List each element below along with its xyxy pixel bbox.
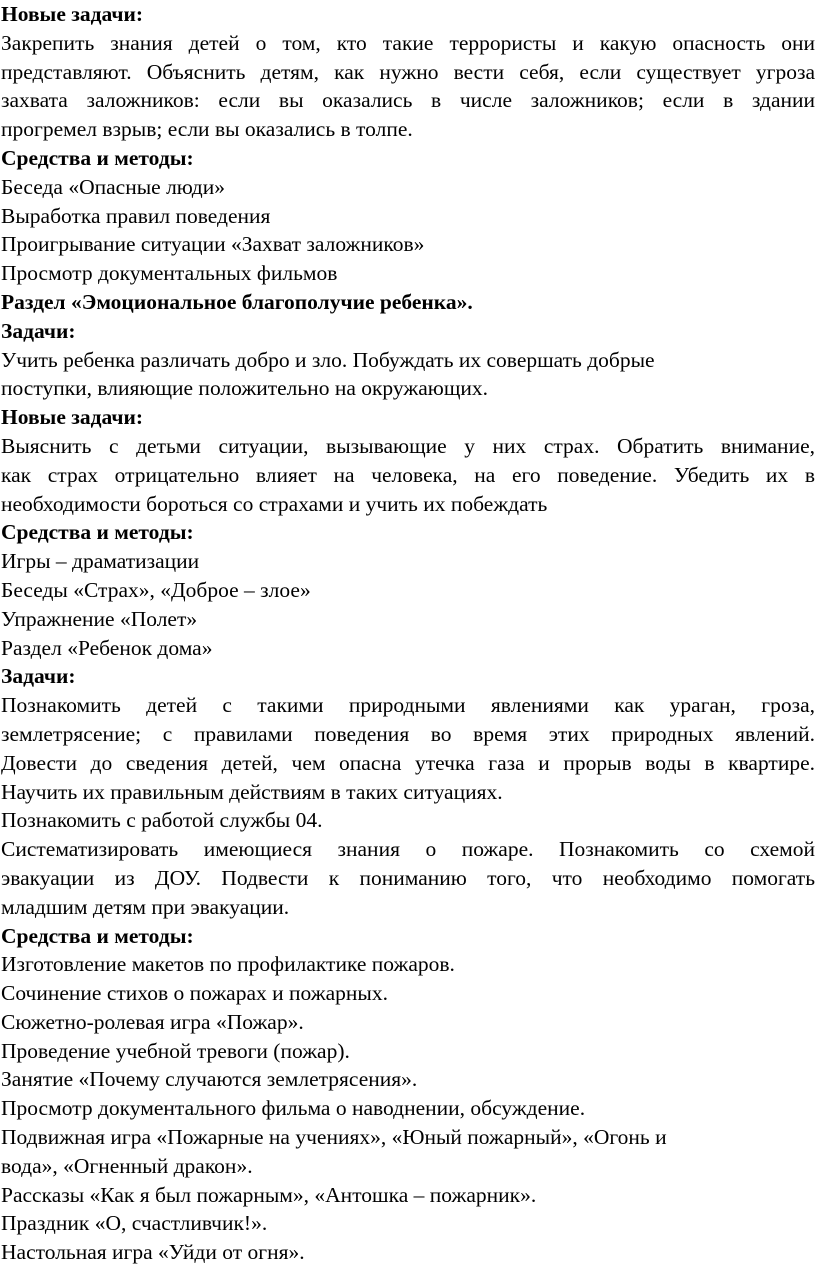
text-line: захвата заложников: если вы оказались в числе заложников; если в здании — [1, 88, 815, 113]
text-line: Сочинение стихов о пожарах и пожарных. — [1, 981, 388, 1006]
text-line: эвакуации из ДОУ. Подвести к пониманию того, что необходимо помогать — [1, 865, 815, 890]
text-line: Подвижная игра «Пожарные на учениях», «Юный пожарный», «Огонь и — [1, 1125, 667, 1150]
text-line: Познакомить детей с такими природными явлениями как ураган, гроза, — [1, 693, 815, 718]
text-line: Беседа «Опасные люди» — [1, 174, 225, 199]
section-heading: Средства и методы: — [1, 145, 194, 170]
section-heading: Новые задачи: — [1, 405, 144, 430]
text-line: Довести до сведения детей, чем опасна утечка газа и прорыв воды в квартире. — [1, 750, 815, 775]
text-line: Закрепить знания детей о том, кто такие террористы и какую опасность они — [1, 30, 815, 55]
text-line: вода», «Огненный дракон». — [1, 1153, 253, 1178]
text-line: поступки, влияющие положительно на окружающих. — [1, 376, 489, 401]
section-heading: Средства и методы: — [1, 923, 194, 948]
text-line: Игры – драматизации — [1, 549, 200, 574]
text-line: Систематизировать имеющиеся знания о пожаре. Познакомить со схемой — [1, 837, 815, 862]
text-line: Праздник «О, счастливчик!». — [1, 1211, 268, 1236]
text-line: Настольная игра «Уйди от огня». — [1, 1240, 305, 1265]
text-line: Просмотр документального фильма о наводнении, обсуждение. — [1, 1096, 586, 1121]
text-line: прогремел взрыв; если вы оказались в толпе. — [1, 117, 413, 142]
section-heading: Средства и методы: — [1, 520, 194, 545]
text-line: Выяснить с детьми ситуации, вызывающие у них страх. Обратить внимание, — [1, 433, 815, 458]
text-line: представляют. Объяснить детям, как нужно вести себя, если существует угроза — [1, 59, 815, 84]
text-line: Упражнение «Полет» — [1, 606, 198, 631]
text-line: землетрясение; с правилами поведения во время этих природных явлений. — [1, 721, 815, 746]
text-line: Проигрывание ситуации «Захват заложников» — [1, 232, 425, 257]
text-line: необходимости бороться со страхами и учить их побеждать — [1, 491, 548, 516]
text-line: Беседы «Страх», «Доброе – злое» — [1, 577, 311, 602]
text-line: Выработка правил поведения — [1, 203, 271, 228]
section-heading: Раздел «Эмоциональное благополучие ребенка». — [1, 289, 473, 314]
text-line: Рассказы «Как я был пожарным», «Антошка – пожарник». — [1, 1182, 537, 1207]
text-line: Учить ребенка различать добро и зло. Побуждать их совершать добрые — [1, 347, 655, 372]
text-line: как страх отрицательно влияет на человека, на его поведение. Убедить их в — [1, 462, 815, 487]
text-line: Проведение учебной тревоги (пожар). — [1, 1038, 350, 1063]
text-line: Изготовление макетов по профилактике пожаров. — [1, 952, 455, 977]
section-heading: Задачи: — [1, 318, 76, 343]
text-line: Занятие «Почему случаются землетрясения». — [1, 1067, 418, 1092]
section-heading: Задачи: — [1, 664, 76, 689]
text-line: Сюжетно-ролевая игра «Пожар». — [1, 1009, 304, 1034]
text-line: Раздел «Ребенок дома» — [1, 635, 213, 660]
text-line: младшим детям при эвакуации. — [1, 894, 290, 919]
text-line: Познакомить с работой службы 04. — [1, 808, 323, 833]
text-line: Просмотр документальных фильмов — [1, 261, 338, 286]
section-heading: Новые задачи: — [1, 2, 144, 26]
text-line: Научить их правильным действиям в таких ситуациях. — [1, 779, 503, 804]
